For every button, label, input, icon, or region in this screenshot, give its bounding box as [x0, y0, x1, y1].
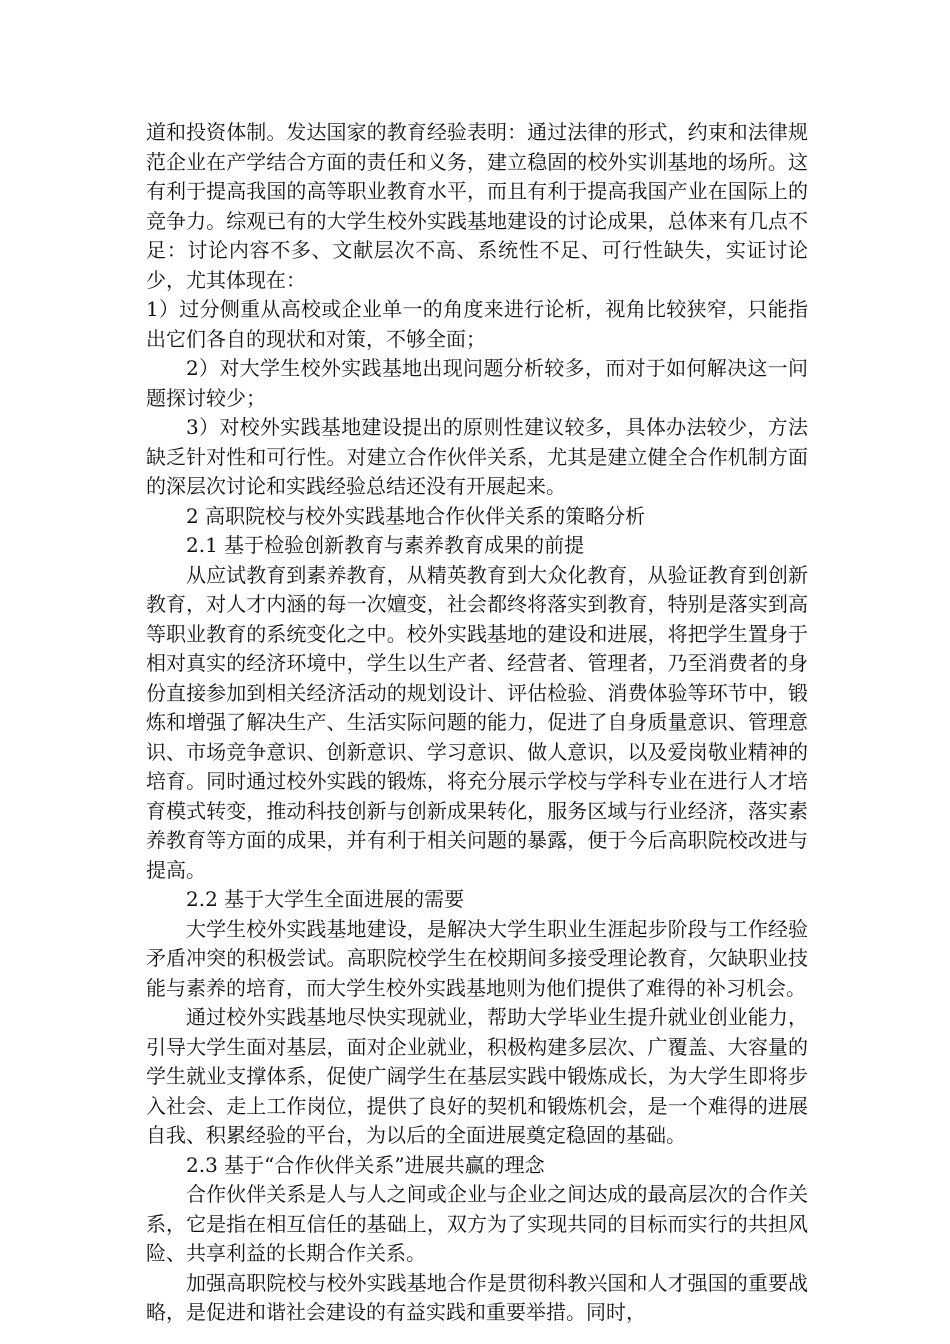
section-2-2-paragraph-1: 大学生校外实践基地建设，是解决大学生职业生涯起步阶段与工作经验矛盾冲突的积极尝试。高职院校学生在校期间多接受理论教育，欠缺职业技能与素养的培育，而大学生校外实践基地则为他们提供了难得的补习机会。 — [146, 916, 808, 1000]
section-2-1-heading: 2.1 基于检验创新教育与素养教育成果的前提 — [186, 533, 585, 557]
section-2-2-heading: 2.2 基于大学生全面进展的需要 — [186, 887, 465, 911]
section-2-1-paragraph: 从应试教育到素养教育，从精英教育到大众化教育，从验证教育到创新教育，对人才内涵的每一次嬗变，社会都终将落实到教育，特别是落实到高等职业教育的系统变化之中。校外实践基地的建设和进展，将把学生置身于相对真实的经济环境中，学生以生产者、经营者、管理者，乃至消费者的身份直接参加到相关经济活动的规划设计、评估检验、消费体验等环节中，锻炼和增强了解决生产、生活实际问题的能力，促进了自身质量意识、管理意识、市场竞争意识、创新意识、学习意识、做人意识，以及爱岗敬业精神的培育。同时通过校外实践的锻炼，将充分展示学校与学科专业在进行人才培育模式转变，推动科技创新与创新成果转化，服务区域与行业经济，落实素养教育等方面的成果，并有利于相关问题的暴露，便于今后高职院校改进与提高。 — [146, 562, 808, 882]
section-2-2-paragraph-2: 通过校外实践基地尽快实现就业，帮助大学毕业生提升就业创业能力，引导大学生面对基层，面对企业就业，积极构建多层次、广覆盖、大容量的学生就业支撑体系，促使广阔学生在基层实践中锻炼成长，为大学生即将步入社会、走上工作岗位，提供了良好的契机和锻炼机会，是一个难得的进展自我、积累经验的平台，为以后的全面进展奠定稳固的基础。 — [146, 1005, 808, 1147]
section-2-heading: 2 高职院校与校外实践基地合作伙伴关系的策略分析 — [186, 503, 646, 528]
section-2-3-paragraph-2: 加强高职院校与校外实践基地合作是贯彻科教兴国和人才强国的重要战略，是促进和谐社会建设的有益实践和重要举措。同时， — [146, 1270, 808, 1324]
point-3-paragraph: 3）对校外实践基地建设提出的原则性建议较多，具体办法较少，方法缺乏针对性和可行性。对建立合作伙伴关系，尤其是建立健全合作机制方面的深层次讨论和实践经验总结还没有开展起来。 — [146, 415, 808, 498]
intro-paragraph: 道和投资体制。发达国家的教育经验表明：通过法律的形式，约束和法律规范企业在产学结合方面的责任和义务，建立稳固的校外实训基地的场所。这有利于提高我国的高等职业教育水平，而且有利于提高我国产业在国际上的竞争力。综观已有的大学生校外实践基地建设的讨论成果，总体来有几点不足：讨论内容不多、文献层次不高、系统性不足、可行性缺失，实证讨论少，尤其体现在： — [146, 120, 808, 292]
document-page — [146, 118, 808, 1328]
section-2-3-heading: 2.3 基于“合作伙伴关系”进展共赢的理念 — [186, 1152, 545, 1177]
point-2-paragraph: 2）对大学生校外实践基地出现问题分析较多，而对于如何解决这一问题探讨较少； — [146, 356, 808, 410]
point-1-paragraph: 1）过分侧重从高校或企业单一的角度来进行论析，视角比较狭窄，只能指出它们各自的现状和对策，不够全面； — [146, 297, 808, 351]
section-2-3-paragraph-1: 合作伙伴关系是人与人之间或企业与企业之间达成的最高层次的合作关系，它是指在相互信任的基础上，双方为了实现共同的目标而实行的共担风险、共享利益的长期合作关系。 — [146, 1182, 808, 1265]
